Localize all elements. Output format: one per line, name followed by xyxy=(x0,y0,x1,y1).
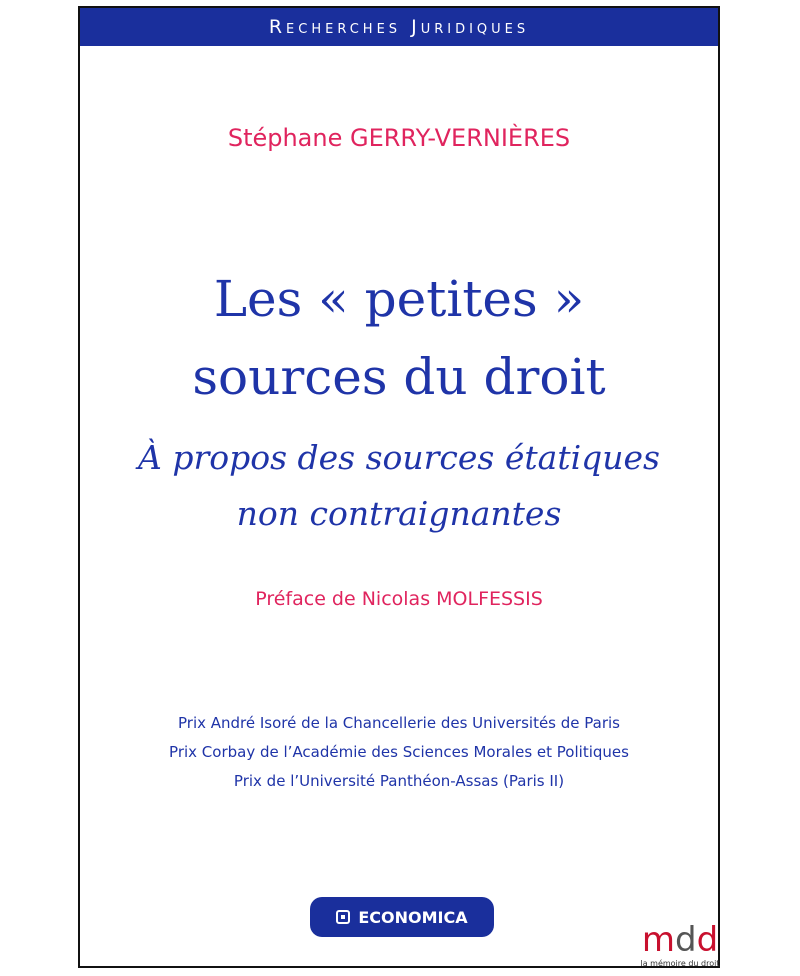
prize-line: Prix Corbay de l’Académie des Sciences Morales et Politiques xyxy=(169,743,629,761)
title-line-1: Les « petites » xyxy=(213,270,585,328)
book-cover xyxy=(78,6,720,968)
watermark-tagline: la mémoire du droit xyxy=(640,959,720,968)
watermark-letter: d xyxy=(674,920,697,960)
watermark-letter: d xyxy=(696,920,719,960)
subtitle-line-2: non contraignantes xyxy=(236,494,562,533)
series-band xyxy=(80,8,718,46)
prize-line: Prix de l’Université Panthéon-Assas (Paris II) xyxy=(233,772,565,790)
preface-credit: Préface de Nicolas MOLFESSIS xyxy=(255,588,543,610)
watermark-letter: m xyxy=(641,920,675,960)
author-name: Stéphane GERRY-VERNIÈRES xyxy=(227,124,571,152)
mdd-watermark xyxy=(640,922,720,972)
subtitle-line-1: À propos des sources étatiques xyxy=(138,438,660,477)
prize-line: Prix André Isoré de la Chancellerie des Universités de Paris xyxy=(178,714,620,732)
watermark-letters xyxy=(640,922,720,958)
publisher-name: ECONOMICA xyxy=(358,907,468,927)
publisher-icon xyxy=(336,910,350,924)
series-name: Recherches Juridiques xyxy=(268,16,530,38)
publisher-logo xyxy=(310,897,494,937)
title-line-2: sources du droit xyxy=(192,348,606,406)
